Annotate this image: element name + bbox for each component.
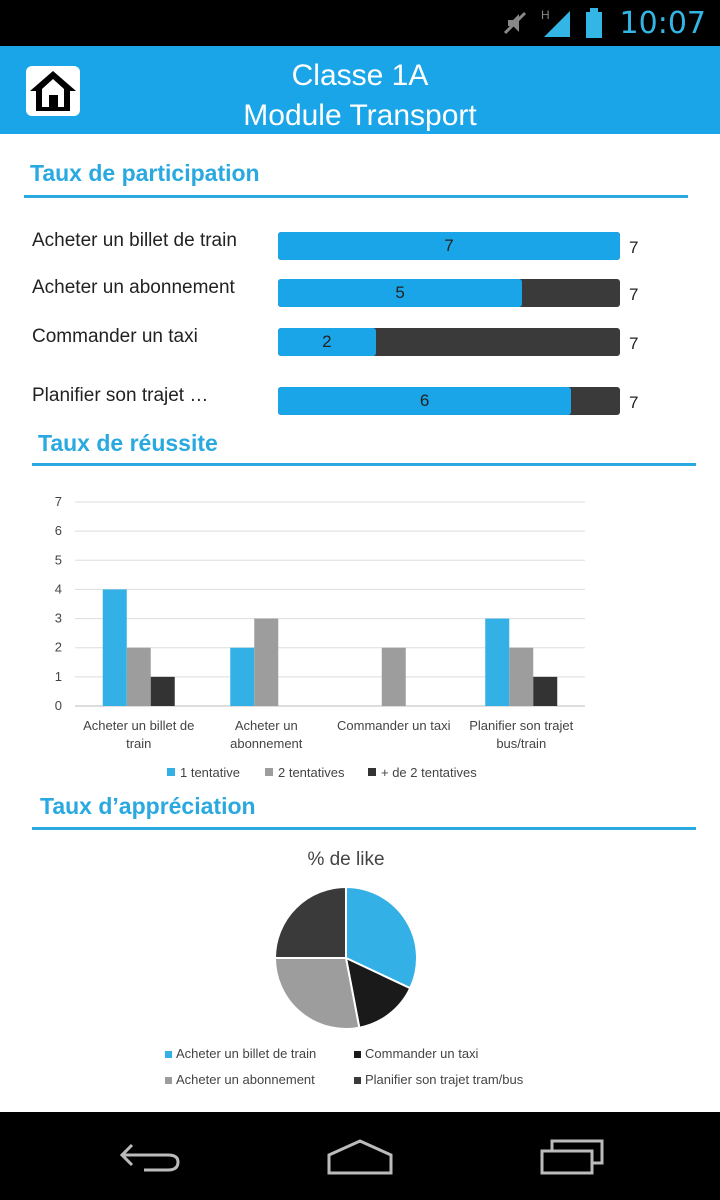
legend-swatch [165, 1077, 172, 1084]
bar [151, 677, 175, 706]
participation-progress-bar [278, 328, 620, 356]
bar [230, 648, 254, 706]
bar [103, 589, 127, 706]
legend-label: Acheter un abonnement [176, 1072, 315, 1087]
appreciation-title: Taux d’appréciation [40, 793, 256, 819]
participation-progress-fill [278, 328, 376, 356]
y-tick-label: 2 [54, 639, 62, 655]
x-category-label: train [126, 736, 152, 751]
back-button[interactable] [105, 1134, 195, 1180]
legend-label: + de 2 tentatives [381, 765, 477, 780]
participation-title: Taux de participation [30, 160, 260, 186]
participation-value: 6 [419, 391, 430, 410]
home-nav-button[interactable] [315, 1134, 405, 1180]
svg-text:H: H [540, 8, 550, 22]
participation-total: 7 [629, 393, 639, 412]
x-category-label: bus/train [496, 736, 547, 751]
y-tick-label: 0 [54, 698, 62, 713]
legend-swatch [165, 1051, 172, 1058]
success-divider [32, 463, 696, 466]
x-category-label: Commander un taxi [337, 718, 451, 733]
signal-icon [540, 7, 574, 39]
x-category-label: abonnement [230, 736, 303, 751]
legend-swatch [167, 768, 175, 776]
participation-progress-fill [278, 279, 522, 307]
pie-title: % de like [307, 849, 385, 870]
participation-value: 5 [395, 283, 405, 302]
back-icon [118, 1139, 182, 1175]
navigation-bar [0, 1112, 720, 1200]
pie-slice [275, 958, 359, 1029]
page-title [0, 56, 720, 136]
success-title: Taux de réussite [38, 430, 218, 456]
participation-divider [24, 195, 688, 198]
participation-value: 2 [322, 332, 332, 351]
battery-icon [584, 7, 604, 39]
legend-swatch [265, 768, 273, 776]
participation-total: 7 [629, 238, 639, 257]
legend-label: 2 tentatives [278, 765, 345, 780]
appreciation-divider [32, 827, 696, 830]
x-category-label: Acheter un [234, 718, 298, 733]
appreciation-pie-chart [0, 835, 720, 1105]
y-tick-label: 1 [54, 668, 62, 684]
legend-swatch [368, 768, 376, 776]
participation-progress-fill [278, 232, 620, 260]
y-tick-label: 4 [54, 581, 62, 597]
participation-row-label: Commander un taxi [32, 326, 198, 347]
participation-row-label: Planifier son trajet … [32, 385, 209, 406]
legend-swatch [354, 1051, 361, 1058]
y-tick-label: 3 [54, 610, 62, 626]
x-category-label: Planifier son trajet [469, 718, 574, 733]
legend-label: Planifier son trajet tram/bus [365, 1072, 524, 1087]
app-header [0, 46, 720, 134]
y-tick-label: 7 [54, 494, 62, 509]
legend-swatch [354, 1077, 361, 1084]
legend-label: Commander un taxi [365, 1046, 479, 1061]
participation-row-label: Acheter un billet de train [32, 230, 237, 251]
mute-icon [500, 8, 530, 38]
participation-row-label: Acheter un abonnement [32, 277, 235, 298]
status-bar [0, 0, 720, 46]
bar [382, 648, 406, 706]
page-title-line2: Module Transport [243, 99, 477, 132]
bar [254, 619, 278, 706]
pie-slice [275, 887, 346, 958]
participation-progress-fill [278, 387, 571, 415]
bar [485, 619, 509, 706]
page-title-line1: Classe 1A [291, 59, 429, 92]
participation-total: 7 [629, 285, 639, 304]
x-category-label: Acheter un billet de [83, 718, 195, 733]
participation-progress-bar [278, 387, 620, 415]
clock: 10:07 [619, 5, 706, 41]
home-nav-icon [325, 1137, 395, 1177]
legend-label: Acheter un billet de train [176, 1046, 317, 1061]
success-bar-chart [0, 480, 720, 790]
recent-apps-icon [538, 1137, 608, 1177]
y-tick-label: 6 [54, 523, 62, 539]
participation-progress-bar [278, 279, 620, 307]
legend-label: 1 tentative [180, 765, 240, 780]
participation-value: 7 [444, 236, 454, 255]
participation-total: 7 [629, 334, 639, 353]
bar [509, 648, 533, 706]
y-tick-label: 5 [54, 552, 62, 568]
participation-progress-bar [278, 232, 620, 260]
bar [127, 648, 151, 706]
recent-apps-button[interactable] [528, 1134, 618, 1180]
status-icons [500, 0, 706, 46]
bar [533, 677, 557, 706]
